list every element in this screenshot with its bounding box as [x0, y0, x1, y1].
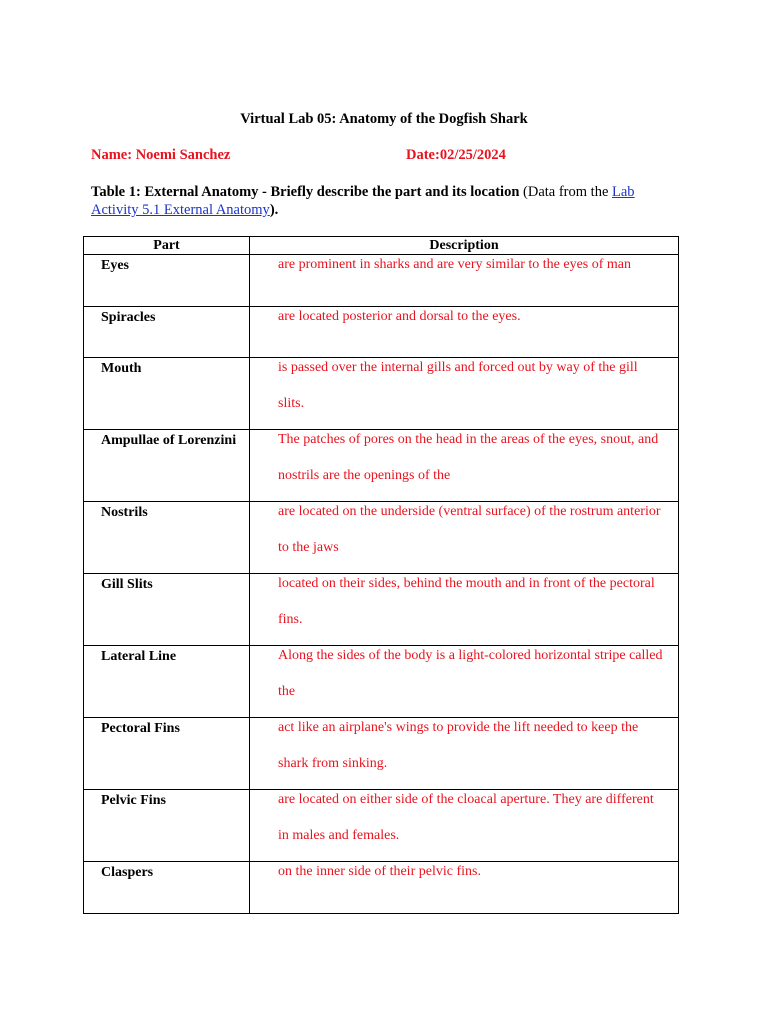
part-cell: Mouth [84, 358, 250, 430]
table-row [84, 718, 679, 790]
part-cell: Claspers [84, 862, 250, 914]
table-row [84, 790, 679, 862]
description-text: are located posterior and dorsal to the eyes. [278, 309, 521, 324]
description-text: are located on either side of the cloacal aperture. They are different in males and females. [278, 792, 654, 843]
table-row [84, 430, 679, 502]
part-cell: Pectoral Fins [84, 718, 250, 790]
submission-date: Date:02/25/2024 [406, 147, 506, 163]
description-cell [250, 358, 679, 430]
description-cell [250, 502, 679, 574]
part-cell: Nostrils [84, 502, 250, 574]
header-description: Description [250, 237, 679, 255]
table-caption [91, 183, 681, 219]
part-cell: Ampullae of Lorenzini [84, 430, 250, 502]
description-cell [250, 790, 679, 862]
table-row [84, 574, 679, 646]
description-text: on the inner side of their pelvic fins. [278, 864, 481, 879]
caption-bold-text: Table 1: External Anatomy - Briefly describe the part and its location [91, 184, 520, 200]
lab-activity-link[interactable]: Lab Activity 5.1 External Anatomy [91, 184, 635, 218]
description-text: act like an airplane's wings to provide the lift needed to keep the shark from sinking. [278, 720, 639, 771]
table-row [84, 862, 679, 914]
table-row [84, 358, 679, 430]
part-cell: Gill Slits [84, 574, 250, 646]
part-cell: Eyes [84, 255, 250, 307]
description-text: are located on the underside (ventral surface) of the rostrum anterior to the jaws [278, 504, 661, 555]
description-text: are prominent in sharks and are very similar to the eyes of man [278, 257, 631, 272]
table-row [84, 646, 679, 718]
part-cell: Spiracles [84, 307, 250, 358]
student-name: Name: Noemi Sanchez [91, 147, 231, 163]
description-text: is passed over the internal gills and forced out by way of the gill slits. [278, 360, 638, 411]
header-part: Part [84, 237, 250, 255]
document-title: Virtual Lab 05: Anatomy of the Dogfish Shark [240, 111, 528, 127]
description-cell [250, 646, 679, 718]
description-cell [250, 862, 679, 914]
description-text: Along the sides of the body is a light-colored horizontal stripe called the [278, 648, 663, 699]
description-text: The patches of pores on the head in the areas of the eyes, snout, and nostrils are the openings of the [278, 432, 659, 483]
external-anatomy-table [83, 236, 679, 914]
caption-plain-text: (Data from the [519, 184, 613, 200]
table-row [84, 502, 679, 574]
part-cell: Pelvic Fins [84, 790, 250, 862]
description-cell [250, 574, 679, 646]
description-text: located on their sides, behind the mouth and in front of the pectoral fins. [278, 576, 655, 627]
caption-closing: ). [269, 202, 279, 218]
description-cell [250, 718, 679, 790]
part-cell: Lateral Line [84, 646, 250, 718]
description-cell [250, 430, 679, 502]
